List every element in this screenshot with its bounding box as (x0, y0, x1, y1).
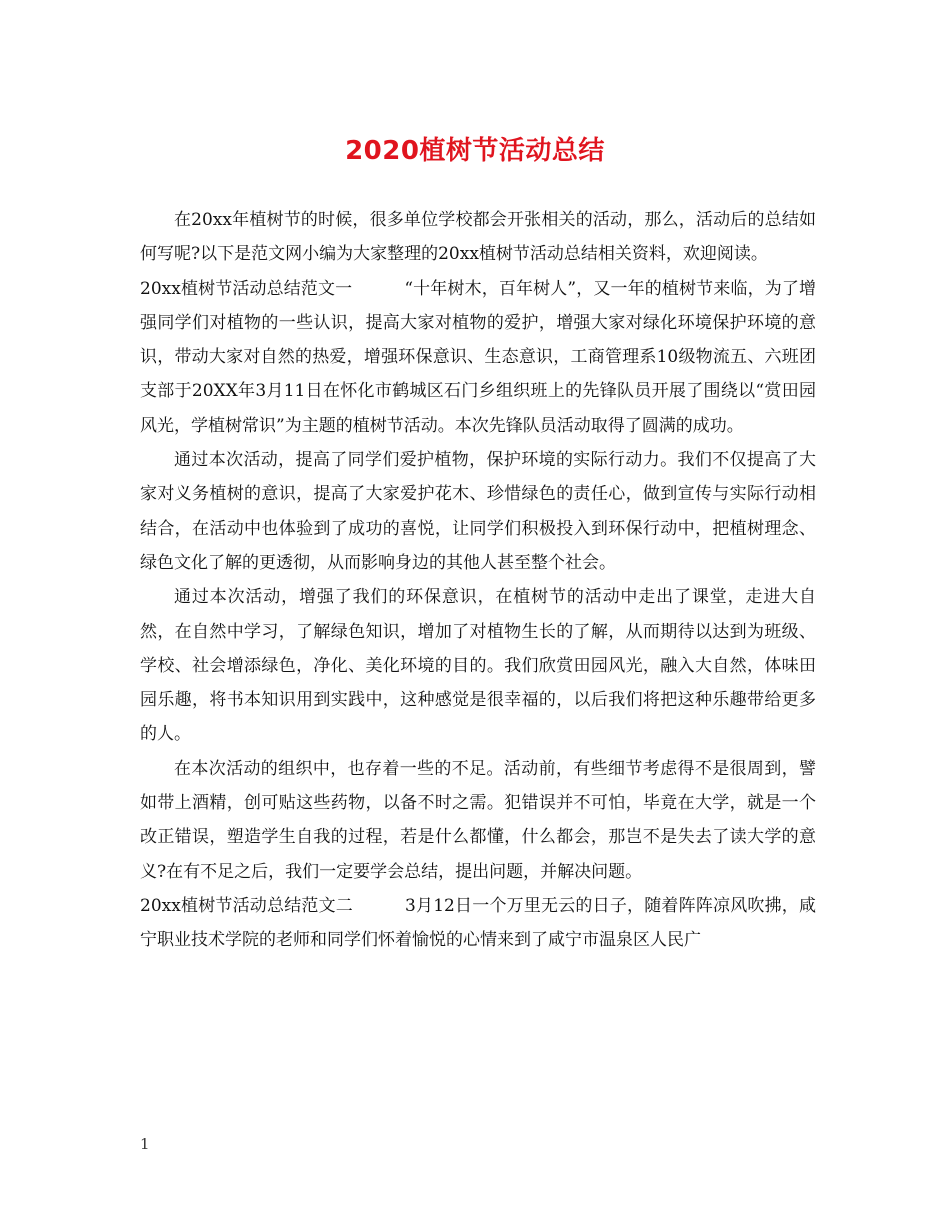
sample-two-paragraph (140, 889, 816, 958)
page-number: 1 (140, 1135, 150, 1153)
sample-two-opening-text: 3月12日一个万里无云的日子，随着阵阵凉风吹拂，咸宁职业技术学院的老师和同学们怀着愉悦的心情来到了咸宁市温泉区人民广 (140, 895, 817, 951)
sample-one-paragraph-2: 通过本次活动，提高了同学们爱护植物，保护环境的实际行动力。我们不仅提高了大家对义务植树的意识，提高了大家爱护花木、珍惜绿色的责任心，做到宣传与实际行动相结合，在活动中也体验到了成功的喜悦，让同学们积极投入到环保行动中，把植树理念、绿色文化了解的更透彻，从而影响身边的其他人甚至整个社会。 (140, 450, 816, 573)
sample-one-paragraph-3: 通过本次活动，增强了我们的环保意识，在植树节的活动中走出了课堂，走进大自然，在自然中学习，了解绿色知识，增加了对植物生长的了解，从而期待以达到为班级、学校、社会增添绿色，净化、美化环境的目的。我们欣赏田园风光，融入大自然，体味田园乐趣，将书本知识用到实践中，这种感觉是很幸福的，以后我们将把这种乐趣带给更多的人。 (140, 587, 816, 745)
sample-one-paragraph-4: 在本次活动的组织中，也存着一些的不足。活动前，有些细节考虑得不是很周到，譬如带上酒精，创可贴这些药物，以备不时之需。犯错误并不可怕，毕竟在大学，就是一个改正错误，塑造学生自我的过程，若是什么都懂，什么都会，那岂不是失去了读大学的意义?在有不足之后，我们一定要学会总结，提出问题，并解决问题。 (140, 758, 816, 882)
sample-two-heading: 20xx植树节活动总结范文二 (140, 895, 353, 916)
sample-one-heading: 20xx植树节活动总结范文一 (140, 278, 353, 299)
document-body (140, 203, 816, 958)
sample-one-opening-text: “十年树木，百年树人”，又一年的植树节来临，为了增强同学们对植物的一些认识，提高大家对植物的爱护，增强大家对绿化环境保护环境的意识，带动大家对自然的热爱，增强环保意识、生态意识，工商管理系10级物流五、六班团支部于20XX年3月11日在怀化市鹤城区石门乡组织班上的先锋队员开展了围绕以“赏田园风光，学植树常识”为主题的植树节活动。本次先锋队员活动取得了圆满的成功。 (140, 278, 816, 436)
sample-one-paragraph (140, 272, 816, 443)
intro-paragraph: 在20xx年植树节的时候，很多单位学校都会开张相关的活动，那么，活动后的总结如何写呢?以下是范文网小编为大家整理的20xx植树节活动总结相关资料，欢迎阅读。 (140, 210, 816, 265)
document-title: 2020植树节活动总结 (345, 136, 605, 166)
